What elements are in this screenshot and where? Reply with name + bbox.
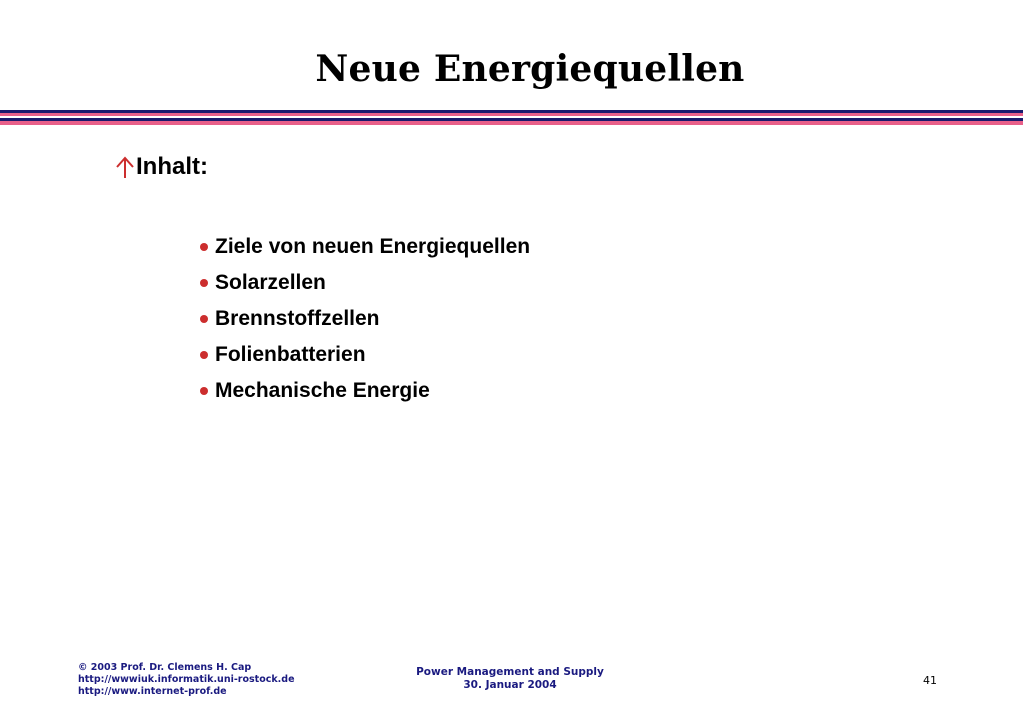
list-item bbox=[200, 337, 530, 373]
up-arrow-icon bbox=[115, 154, 135, 180]
list-item bbox=[200, 265, 530, 301]
footer-date: 30. Januar 2004 bbox=[463, 679, 557, 691]
list-item-text: Brennstoffzellen bbox=[215, 307, 380, 330]
footer-url-iuk: http://wwwiuk.informatik.uni-rostock.de bbox=[78, 674, 295, 685]
list-item-text: Mechanische Energie bbox=[215, 379, 430, 402]
content-heading bbox=[115, 153, 208, 181]
footer-url-internet-prof: http://www.internet-prof.de bbox=[78, 686, 227, 697]
page-number: 41 bbox=[923, 674, 937, 687]
list-item bbox=[200, 373, 530, 409]
heading-text: Inhalt: bbox=[136, 153, 208, 180]
bullet-dot-icon bbox=[200, 243, 208, 251]
bullet-dot-icon bbox=[200, 315, 208, 323]
topic-list bbox=[200, 229, 530, 409]
footer-lecture-title: Power Management and Supply bbox=[416, 666, 604, 678]
footer-copyright bbox=[78, 662, 295, 698]
slide-title: Neue Energiequellen bbox=[315, 48, 745, 90]
list-item-text: Ziele von neuen Energiequellen bbox=[215, 235, 531, 258]
list-item bbox=[200, 229, 530, 265]
bullet-dot-icon bbox=[200, 351, 208, 359]
footer-lecture-info bbox=[380, 666, 640, 692]
list-item-text: Solarzellen bbox=[215, 271, 326, 294]
footer-copyright-line: © 2003 Prof. Dr. Clemens H. Cap bbox=[78, 662, 252, 673]
list-item-text: Folienbatterien bbox=[215, 343, 366, 366]
title-rule-pink-bottom bbox=[0, 121, 1023, 125]
list-item bbox=[200, 301, 530, 337]
title-rule-pink-top bbox=[0, 113, 1023, 116]
bullet-dot-icon bbox=[200, 279, 208, 287]
bullet-dot-icon bbox=[200, 387, 208, 395]
